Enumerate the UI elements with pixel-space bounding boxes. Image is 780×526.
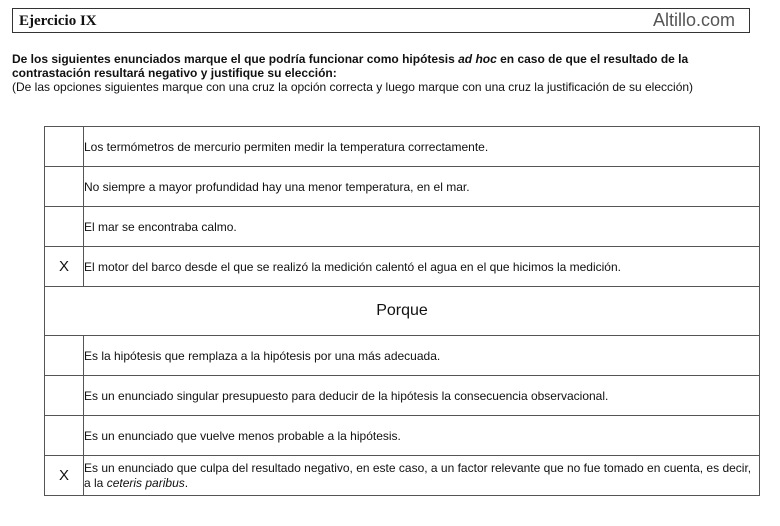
answer-table [44,126,760,496]
justification-checkbox[interactable]: X [45,456,84,496]
exercise-title: Ejercicio IX [19,13,97,29]
option-checkbox[interactable] [45,207,84,247]
justification-row[interactable] [45,336,760,376]
justification-checkbox[interactable] [45,416,84,456]
option-checkbox[interactable] [45,167,84,207]
option-row[interactable] [45,207,760,247]
instructions-note: (De las opciones siguientes marque con una cruz la opción correcta y luego marque con una cruz la justificación de su elección) [12,80,694,94]
option-text: Los termómetros de mercurio permiten medir la temperatura correctamente. [84,127,760,167]
justification-row[interactable] [45,376,760,416]
justification-checkbox[interactable] [45,376,84,416]
instructions-question: De los siguientes enunciados marque el que podría funcionar como hipótesis ad hoc en caso de que el resultado de la contrastación resultará negativo y justifique su elección: [12,52,689,80]
option-checkbox[interactable]: X [45,247,84,287]
justification-row[interactable] [45,456,760,496]
connector-row [45,287,760,336]
option-row[interactable] [45,127,760,167]
option-row[interactable] [45,247,760,287]
option-checkbox[interactable] [45,127,84,167]
exercise-header [12,8,750,33]
option-text: El motor del barco desde el que se realizó la medición calentó el agua en el que hicimos la medición. [84,247,760,287]
justification-checkbox[interactable] [45,336,84,376]
site-watermark: Altillo.com [652,10,735,30]
option-text: No siempre a mayor profundidad hay una menor temperatura, en el mar. [84,167,760,207]
instructions [12,52,762,94]
option-row[interactable] [45,167,760,207]
justification-row[interactable] [45,416,760,456]
justification-text: Es la hipótesis que remplaza a la hipótesis por una más adecuada. [84,336,760,376]
justification-text: Es un enunciado que culpa del resultado negativo, en este caso, a un factor relevante que no fue tomado en cuenta, es decir, a la ceteris paribus. [84,456,760,496]
option-text: El mar se encontraba calmo. [84,207,760,247]
connector-text: Porque [45,287,760,336]
justification-text: Es un enunciado que vuelve menos probable a la hipótesis. [84,416,760,456]
justification-text: Es un enunciado singular presupuesto para deducir de la hipótesis la consecuencia observacional. [84,376,760,416]
